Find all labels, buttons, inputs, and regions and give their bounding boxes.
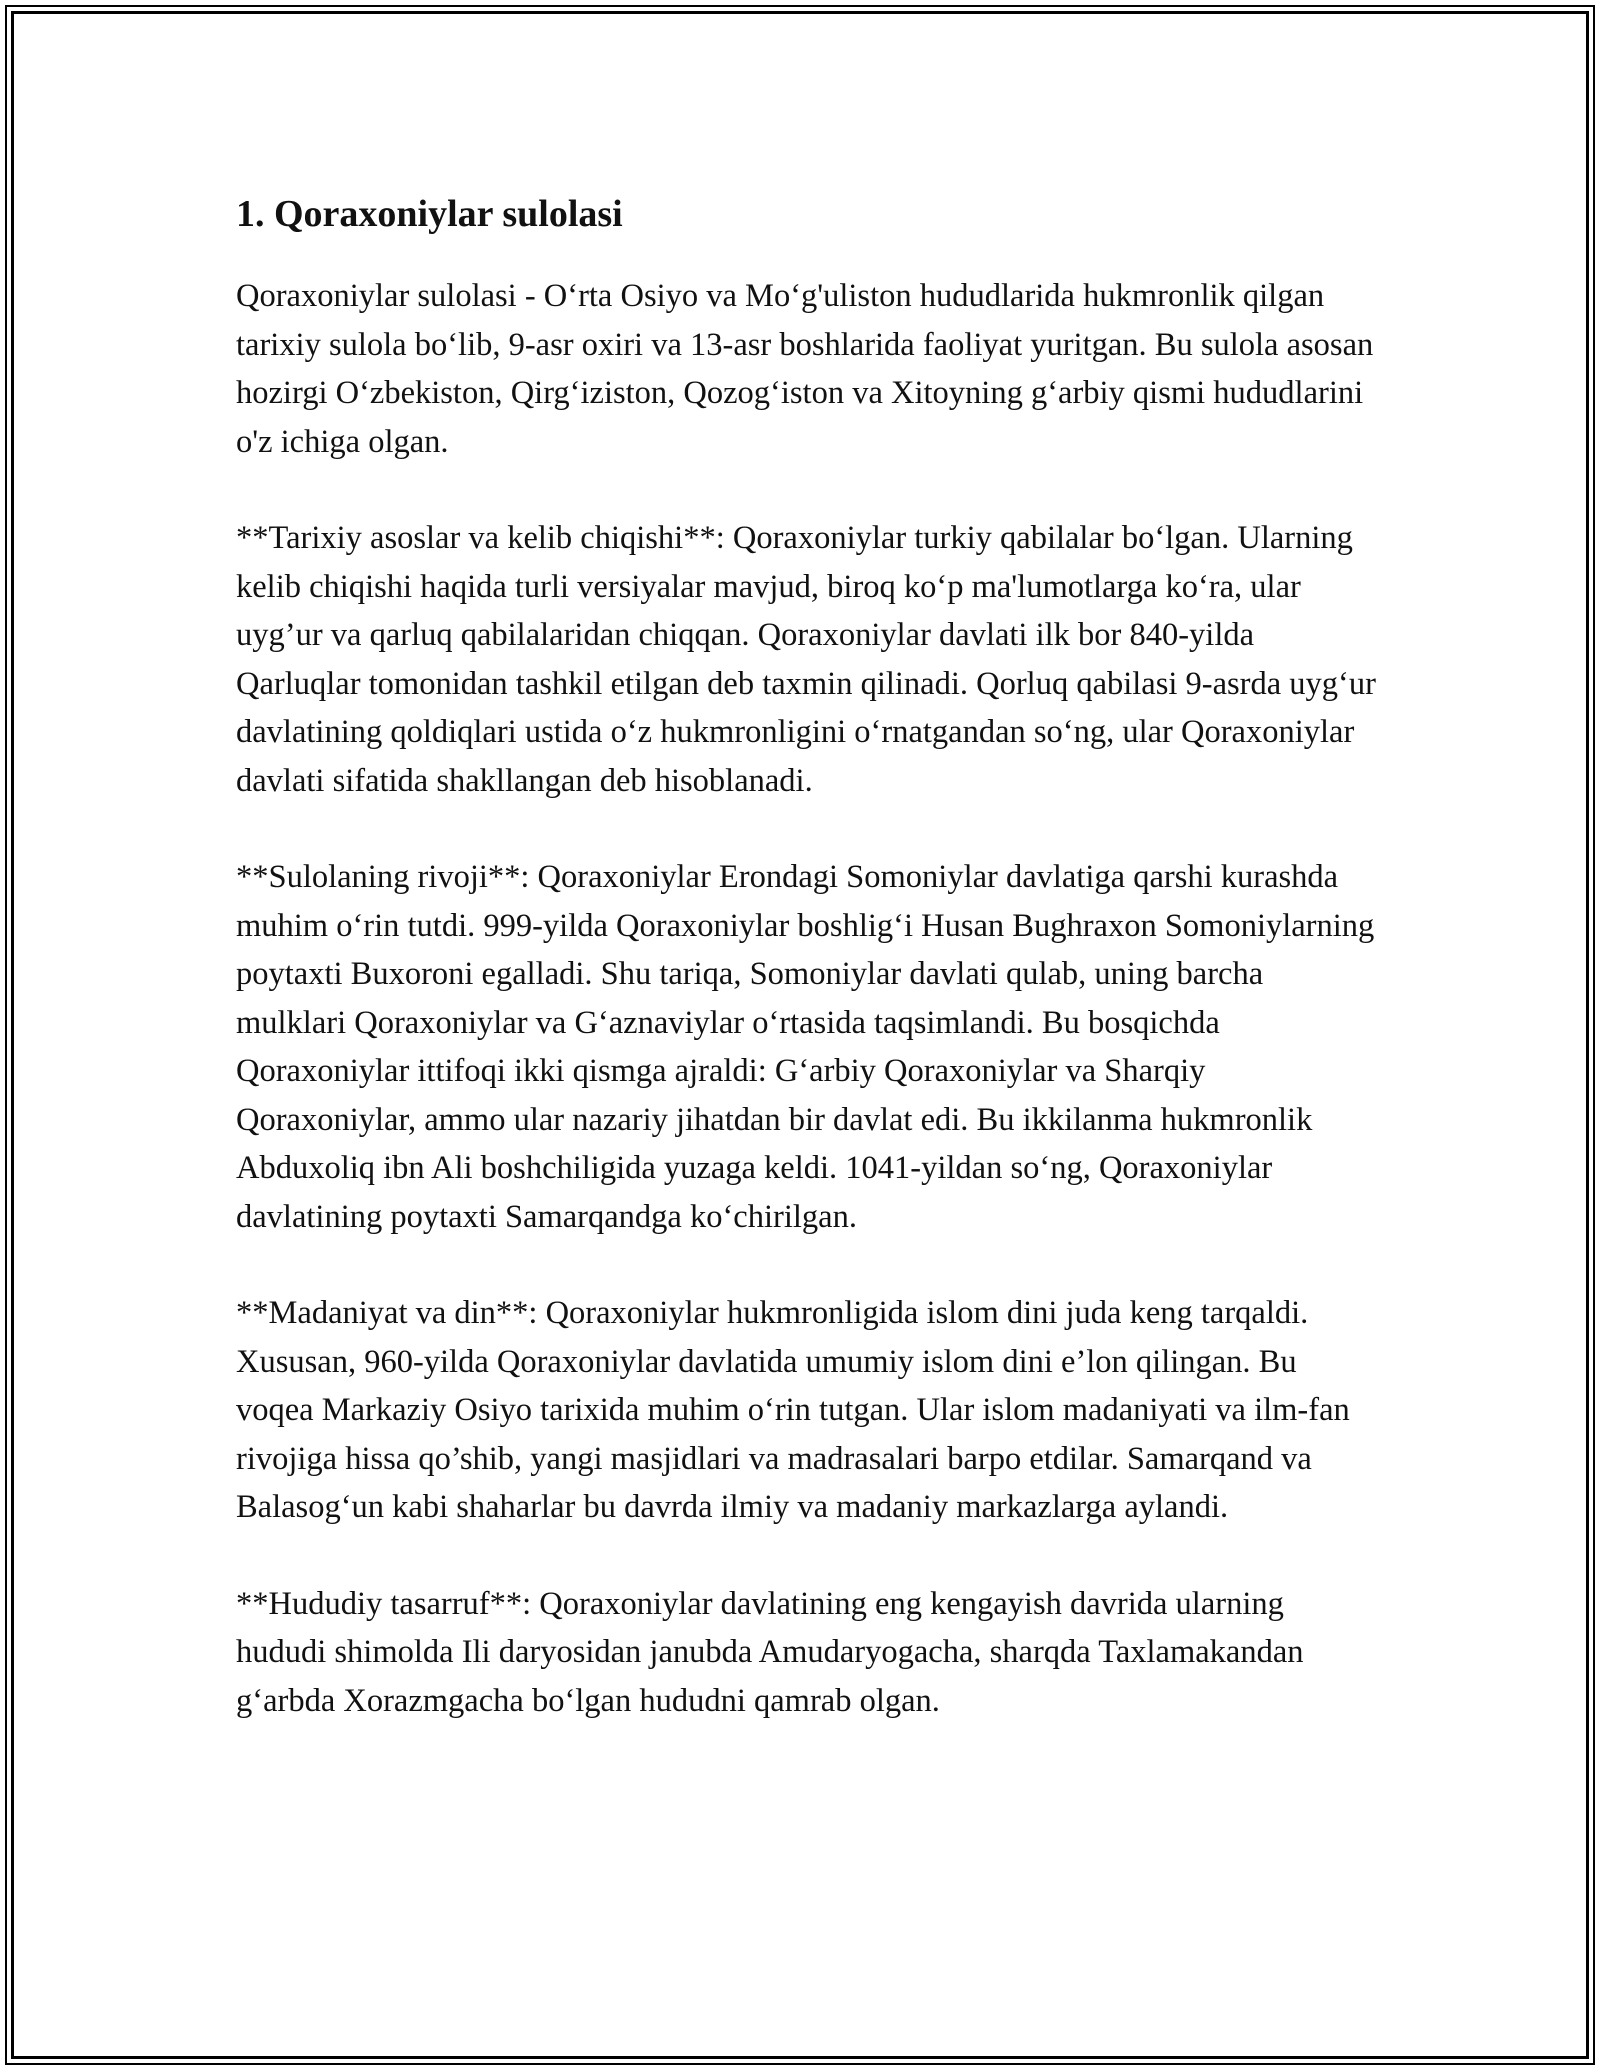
- paragraph-development: **Sulolaning rivoji**: Qoraxoniylar Erondagi Somoniylar davlatiga qarshi kurashda muhim o‘rin tutdi. 999-yilda Qoraxoniylar boshlig‘i Husan Bughraxon Somoniylarning poytaxti Buxoroni egalladi. Shu tariqa, Somoniylar davlati qulab, uning barcha mulklari Qoraxoniylar va G‘aznaviylar o‘rtasida taqsimlandi. Bu bosqichda Qoraxoniylar ittifoqi ikki qismga ajraldi: G‘arbiy Qoraxoniylar va Sharqiy Qoraxoniylar, ammo ular nazariy jihatdan bir davlat edi. Bu ikkilanma hukmronlik Abduxoliq ibn Ali boshchiligida yuzaga keldi. 1041-yildan so‘ng, Qoraxoniylar davlatining poytaxti Samarqandga ko‘chirilgan.: [236, 859, 1375, 1235]
- paragraph-origins: **Tarixiy asoslar va kelib chiqishi**: Qoraxoniylar turkiy qabilalar bo‘lgan. Ularning kelib chiqishi haqida turli versiyalar mavjud, biroq ko‘p ma'lumotlarga ko‘ra, ular uyg’ur va qarluq qabilalaridan chiqqan. Qoraxoniylar davlati ilk bor 840-yilda Qarluqlar tomonidan tashkil etilgan deb taxmin qilinadi. Qorluq qabilasi 9-asrda uyg‘ur davlatining qoldiqlari ustida o‘z hukmronligini o‘rnatgandan so‘ng, ular Qoraxoniylar davlati sifatida shakllangan deb hisoblanadi.: [236, 520, 1376, 799]
- paragraph-territory: **Hududiy tasarruf**: Qoraxoniylar davlatining eng kengayish davrida ularning hududi shimolda Ili daryosidan janubda Amudaryogacha, sharqda Taxlamakandan g‘arbda Xorazmgacha bo‘lgan hududni qamrab olgan.: [236, 1585, 1304, 1719]
- paragraph-culture-religion: **Madaniyat va din**: Qoraxoniylar hukmronligida islom dini juda keng tarqaldi. Xususan, 960-yilda Qoraxoniylar davlatida umumiy islom dini e’lon qilingan. Bu voqea Markaziy Osiyo tarixida muhim o‘rin tutgan. Ular islom madaniyati va ilm-fan rivojiga hissa qo’shib, yangi masjidlari va madrasalari barpo etdilar. Samarqand va Balasog‘un kabi shaharlar bu davrda ilmiy va madaniy markazlarga aylandi.: [236, 1295, 1350, 1525]
- document-body: [236, 186, 1376, 1773]
- paragraph-intro: Qoraxoniylar sulolasi - O‘rta Osiyo va Mo‘g'uliston hududlarida hukmronlik qilgan tarixiy sulola bo‘lib, 9-asr oxiri va 13-asr boshlarida faoliyat yuritgan. Bu sulola asosan hozirgi O‘zbekiston, Qirg‘iziston, Qozog‘iston va Xitoyning g‘arbiy qismi hududlarini o'z ichiga olgan.: [236, 278, 1374, 460]
- section-heading: 1. Qoraxoniylar sulolasi: [236, 193, 623, 235]
